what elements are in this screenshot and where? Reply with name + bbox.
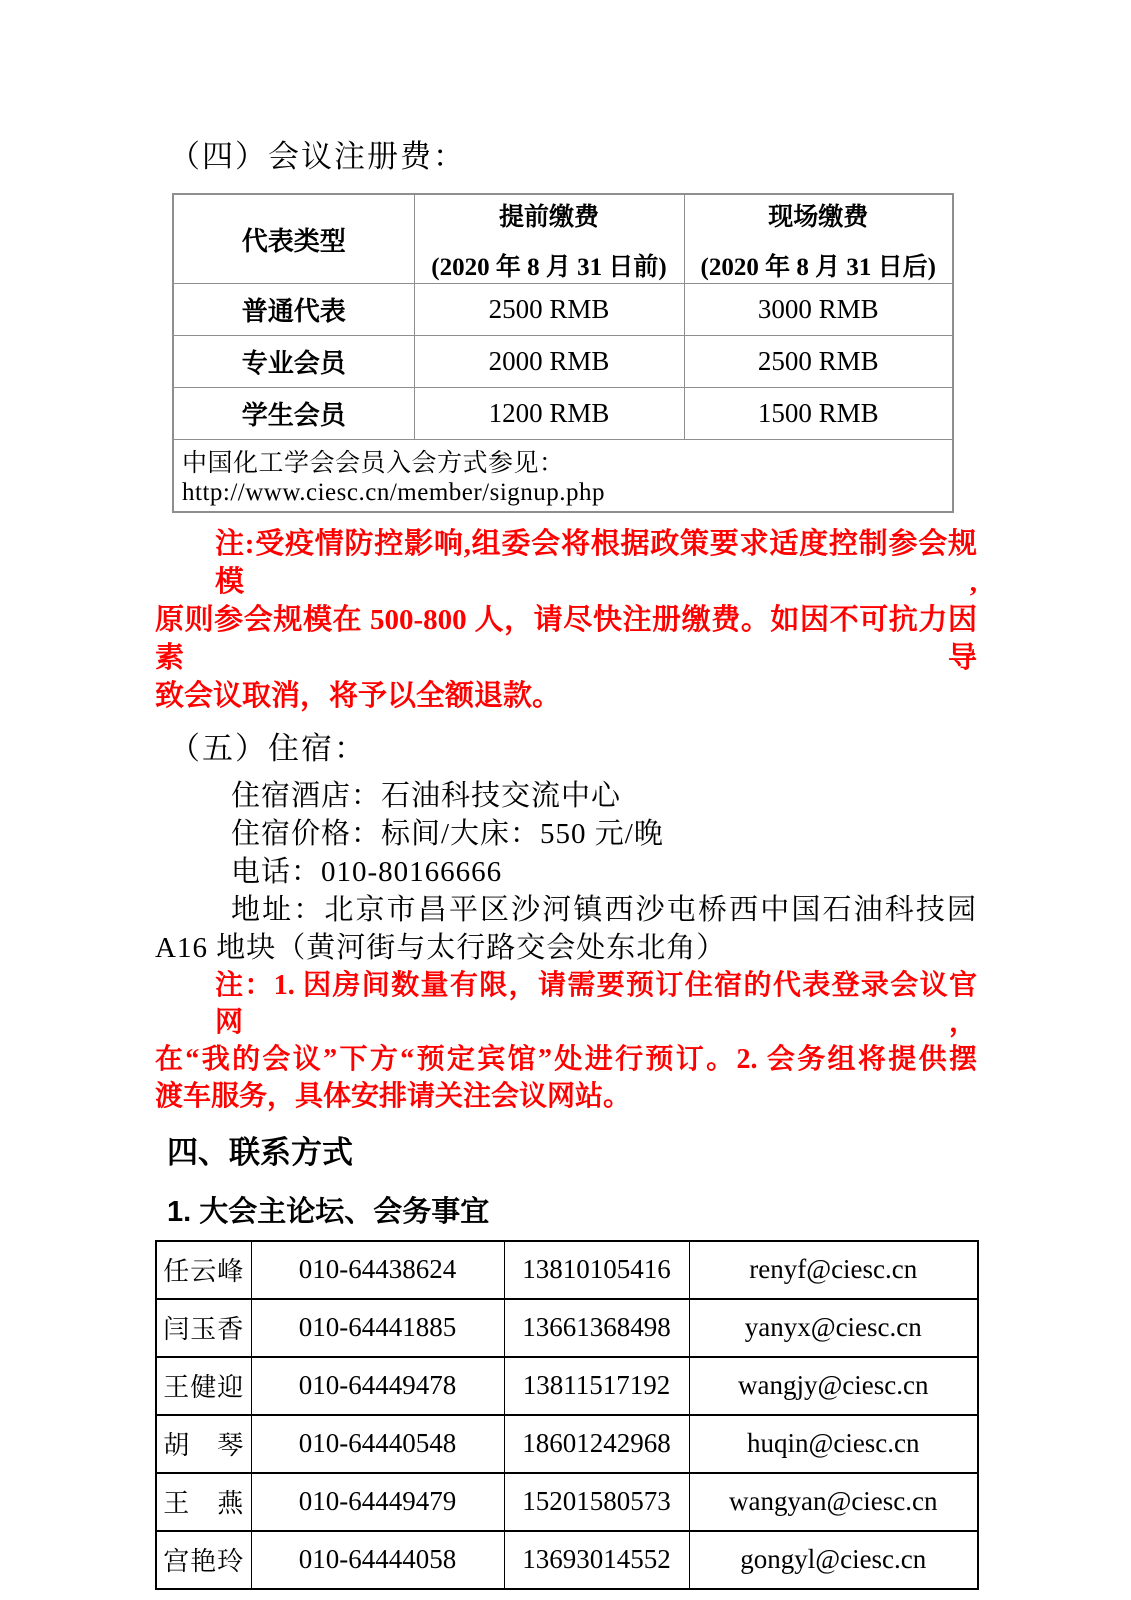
hotel-note-line: 渡车服务，具体安排请关注会议网站。 <box>155 1080 632 1112</box>
section-fee-heading: （四）会议注册费： <box>169 139 466 174</box>
hotel-name-line: 住宿酒店：石油科技交流中心 <box>231 779 622 812</box>
contact-name: 王健迎 <box>156 1357 251 1415</box>
fee-row-type: 专业会员 <box>173 336 414 388</box>
contact-mobile: 13810105416 <box>504 1241 689 1299</box>
contact-email: gongyl@ciesc.cn <box>689 1531 978 1589</box>
contact-email: huqin@ciesc.cn <box>689 1415 978 1473</box>
table-row <box>173 336 953 388</box>
fee-header-early-cell <box>414 194 684 284</box>
contact-phone: 010-64449479 <box>251 1473 504 1531</box>
fee-table-footer-row <box>173 440 953 512</box>
fee-note-line: 致会议取消，将予以全额退款。 <box>155 679 562 712</box>
fee-table-header-row <box>173 194 953 284</box>
contact-mobile: 13811517192 <box>504 1357 689 1415</box>
contact-mobile: 13661368498 <box>504 1299 689 1357</box>
fee-note-line: 原则参会规模在 500-800 人，请尽快注册缴费。如因不可抗力因素导 <box>155 603 977 674</box>
contact-mobile: 13693014552 <box>504 1531 689 1589</box>
contact-name: 王 燕 <box>156 1473 251 1531</box>
contact-subheading: 1. 大会主论坛、会务事宜 <box>167 1195 490 1228</box>
contact-phone: 010-64438624 <box>251 1241 504 1299</box>
hotel-address-line: A16 地块（黄河街与太行路交会处东北角） <box>155 931 727 964</box>
fee-header-type-label: 代表类型 <box>241 225 346 256</box>
contact-mobile: 18601242968 <box>504 1415 689 1473</box>
fee-row-early: 1200 RMB <box>414 388 684 440</box>
contact-phone: 010-64440548 <box>251 1415 504 1473</box>
fee-row-onsite: 2500 RMB <box>684 336 953 388</box>
fee-header-early-deadline: (2020 年 8 月 31 日前) <box>431 254 667 281</box>
hotel-phone-line: 电话：010-80166666 <box>231 855 503 888</box>
table-row <box>156 1531 978 1589</box>
contact-mobile: 15201580573 <box>504 1473 689 1531</box>
fee-header-type-cell <box>173 194 414 284</box>
hotel-note-line: 在“我的会议”下方“预定宾馆”处进行预订。2. 会务组将提供摆 <box>155 1043 977 1075</box>
contact-table <box>155 1240 979 1590</box>
table-row <box>156 1357 978 1415</box>
contact-email: wangjy@ciesc.cn <box>689 1357 978 1415</box>
table-row <box>156 1299 978 1357</box>
section-contact-heading: 四、联系方式 <box>167 1134 353 1170</box>
contact-email: yanyx@ciesc.cn <box>689 1299 978 1357</box>
contact-phone: 010-64441885 <box>251 1299 504 1357</box>
fee-row-early: 2000 RMB <box>414 336 684 388</box>
document-content <box>155 137 977 1590</box>
contact-name: 宫艳玲 <box>156 1531 251 1589</box>
contact-name: 闫玉香 <box>156 1299 251 1357</box>
membership-signup-note: 中国化工学会会员入会方式参见：http://www.ciesc.cn/member/signup.php <box>173 440 953 512</box>
hotel-note <box>155 967 977 1115</box>
fee-header-early-title: 提前缴费 <box>498 203 599 231</box>
table-row <box>173 284 953 336</box>
fee-note <box>155 525 977 715</box>
hotel-address-line: 地址：北京市昌平区沙河镇西沙屯桥西中国石油科技园 <box>231 893 977 926</box>
fee-row-early: 2500 RMB <box>414 284 684 336</box>
contact-name: 任云峰 <box>156 1241 251 1299</box>
hotel-info <box>155 777 977 967</box>
fee-note-line: 注:受疫情防控影响,组委会将根据政策要求适度控制参会规模, <box>215 527 977 598</box>
contact-email: wangyan@ciesc.cn <box>689 1473 978 1531</box>
fee-row-onsite: 3000 RMB <box>684 284 953 336</box>
contact-phone: 010-64449478 <box>251 1357 504 1415</box>
table-row <box>156 1473 978 1531</box>
fee-header-onsite-cell <box>684 194 953 284</box>
fee-row-type: 普通代表 <box>173 284 414 336</box>
contact-phone: 010-64444058 <box>251 1531 504 1589</box>
table-row <box>156 1415 978 1473</box>
contact-email: renyf@ciesc.cn <box>689 1241 978 1299</box>
fee-header-onsite-deadline: (2020 年 8 月 31 日后) <box>700 254 936 281</box>
hotel-note-line: 注：1. 因房间数量有限，请需要预订住宿的代表登录会议官网， <box>215 969 977 1038</box>
hotel-price-line: 住宿价格：标间/大床：550 元/晚 <box>231 817 664 850</box>
fee-header-onsite-title: 现场缴费 <box>768 203 869 231</box>
fee-row-type: 学生会员 <box>173 388 414 440</box>
fee-table <box>172 193 954 513</box>
section-hotel-heading: （五）住宿： <box>169 730 367 766</box>
fee-row-onsite: 1500 RMB <box>684 388 953 440</box>
table-row <box>156 1241 978 1299</box>
table-row <box>173 388 953 440</box>
contact-name: 胡 琴 <box>156 1415 251 1473</box>
